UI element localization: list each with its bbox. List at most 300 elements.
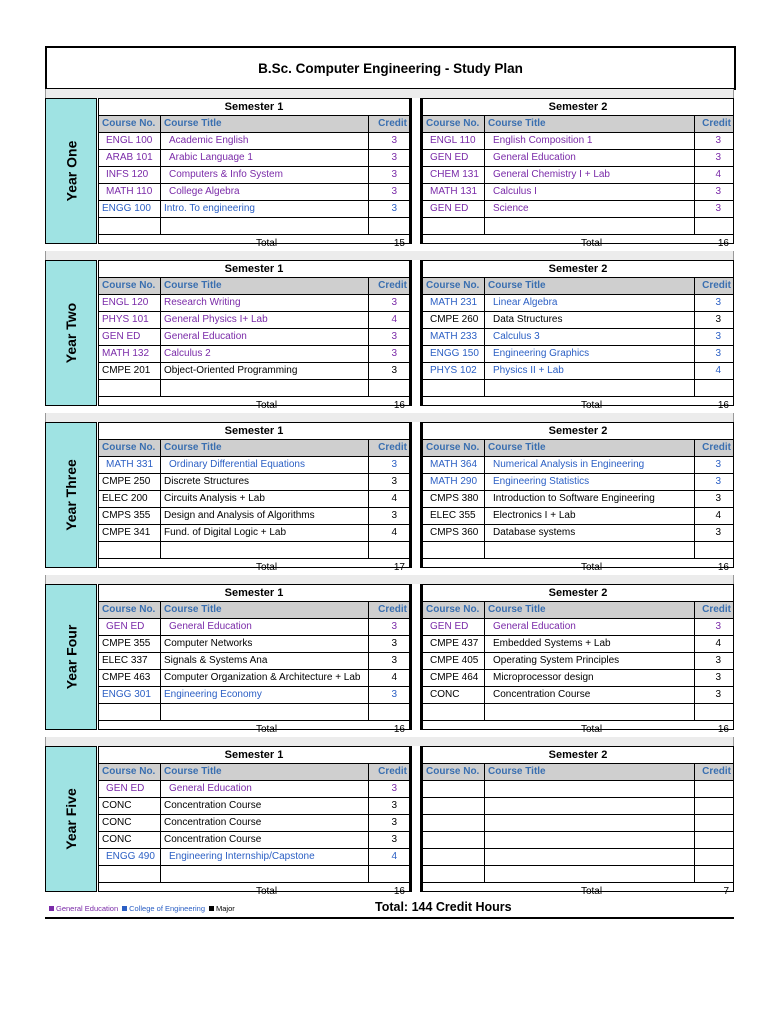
course-title: Calculus 2 xyxy=(161,346,369,362)
course-number: ELEC 337 xyxy=(99,653,161,669)
header-course-title: Course Title xyxy=(161,764,369,780)
course-number: MATH 231 xyxy=(423,295,485,311)
header-course-no: Course No. xyxy=(99,764,161,780)
legend-label: College of Engineering xyxy=(129,904,206,913)
course-credit: 3 xyxy=(715,689,721,700)
course-number: ELEC 200 xyxy=(99,491,161,507)
course-credit: 3 xyxy=(391,203,397,214)
course-credit: 3 xyxy=(391,169,397,180)
total-credits: 16 xyxy=(717,238,729,249)
course-number: ENGL 110 xyxy=(423,133,485,149)
semester-divider xyxy=(410,422,422,568)
course-title: General Chemistry I + Lab xyxy=(485,167,695,183)
course-row xyxy=(99,815,409,832)
course-title: College Algebra xyxy=(161,184,369,200)
total-credits: 16 xyxy=(717,562,729,573)
course-row xyxy=(423,815,733,832)
course-row xyxy=(99,218,409,235)
course-title: Fund. of Digital Logic + Lab xyxy=(161,525,369,541)
course-credit: 3 xyxy=(391,834,397,845)
course-title: Embedded Systems + Lab xyxy=(485,636,695,652)
semester-total-row xyxy=(99,883,409,900)
course-title: General Education xyxy=(161,781,369,797)
course-number: ARAB 101 xyxy=(99,150,161,166)
course-credit: 3 xyxy=(391,638,397,649)
course-title xyxy=(161,218,369,234)
year-block xyxy=(45,584,734,735)
course-number: CMPS 360 xyxy=(423,525,485,541)
course-row xyxy=(423,866,733,883)
legend-swatch xyxy=(209,906,214,911)
total-credits: 16 xyxy=(717,400,729,411)
semester-table xyxy=(422,422,734,573)
course-title: Design and Analysis of Algorithms xyxy=(161,508,369,524)
course-row xyxy=(423,798,733,815)
header-credit: Credit xyxy=(702,766,731,777)
course-credit: 3 xyxy=(715,672,721,683)
total-label: Total xyxy=(255,886,278,897)
course-title xyxy=(161,866,369,882)
header-course-title: Course Title xyxy=(485,602,695,618)
course-credit: 3 xyxy=(391,297,397,308)
course-row xyxy=(423,457,733,474)
year-label: Year Three xyxy=(63,459,80,531)
header-course-title: Course Title xyxy=(485,764,695,780)
total-credits: 16 xyxy=(393,886,405,897)
header-credit: Credit xyxy=(702,604,731,615)
table-header xyxy=(99,764,409,781)
semester-title: Semester 1 xyxy=(99,423,409,440)
course-number: ENGL 120 xyxy=(99,295,161,311)
course-row xyxy=(423,636,733,653)
table-header xyxy=(423,440,733,457)
course-row xyxy=(423,542,733,559)
year-side-band xyxy=(45,260,97,406)
course-number xyxy=(99,380,161,396)
header-course-no: Course No. xyxy=(423,116,485,132)
semester-total-row xyxy=(423,397,733,414)
course-credit xyxy=(695,781,733,797)
course-number xyxy=(99,542,161,558)
header-course-title: Course Title xyxy=(161,602,369,618)
course-row xyxy=(99,687,409,704)
course-credit: 3 xyxy=(391,817,397,828)
course-title: English Composition 1 xyxy=(485,133,695,149)
total-label: Total xyxy=(580,562,603,573)
course-row xyxy=(423,832,733,849)
course-number xyxy=(423,781,485,797)
course-number: CMPS 355 xyxy=(99,508,161,524)
course-title: General Education xyxy=(485,150,695,166)
course-number xyxy=(423,849,485,865)
total-label: Total xyxy=(255,400,278,411)
semester-title: Semester 1 xyxy=(99,99,409,116)
course-title xyxy=(485,542,695,558)
semester-table xyxy=(422,584,734,735)
course-row xyxy=(99,619,409,636)
course-number: CMPS 380 xyxy=(423,491,485,507)
course-number: GEN ED xyxy=(99,781,161,797)
semester-total-row xyxy=(99,397,409,414)
course-number xyxy=(423,832,485,848)
course-number: CONC xyxy=(99,798,161,814)
course-credit: 4 xyxy=(391,672,397,683)
semester-divider xyxy=(410,746,422,892)
course-number: CONC xyxy=(423,687,485,703)
total-spacer xyxy=(99,235,161,252)
semester-total-row xyxy=(423,883,733,900)
course-number: ENGG 100 xyxy=(99,201,161,217)
course-credit: 3 xyxy=(391,476,397,487)
course-number: CMPE 405 xyxy=(423,653,485,669)
course-title xyxy=(161,704,369,720)
course-credit: 3 xyxy=(715,203,721,214)
course-title: Engineering Internship/Capstone xyxy=(161,849,369,865)
course-title: Science xyxy=(485,201,695,217)
course-credit: 3 xyxy=(391,186,397,197)
total-spacer xyxy=(423,235,485,252)
course-title: General Education xyxy=(161,329,369,345)
course-number: CMPE 260 xyxy=(423,312,485,328)
course-row xyxy=(99,380,409,397)
year-separator xyxy=(45,575,734,584)
course-title: General Education xyxy=(161,619,369,635)
course-row xyxy=(99,167,409,184)
course-number: CMPE 463 xyxy=(99,670,161,686)
course-row xyxy=(99,329,409,346)
course-row xyxy=(99,525,409,542)
course-title: General Education xyxy=(485,619,695,635)
course-row xyxy=(99,670,409,687)
course-title xyxy=(161,380,369,396)
header-course-title: Course Title xyxy=(161,440,369,456)
course-number: INFS 120 xyxy=(99,167,161,183)
year-label: Year One xyxy=(63,140,80,202)
course-number: ENGL 100 xyxy=(99,133,161,149)
header-credit: Credit xyxy=(378,280,407,291)
header-course-no: Course No. xyxy=(423,278,485,294)
semester-total-row xyxy=(99,721,409,738)
course-row xyxy=(99,295,409,312)
legend-label: Major xyxy=(216,904,235,913)
course-credit: 3 xyxy=(715,476,721,487)
table-header xyxy=(99,602,409,619)
course-credit: 4 xyxy=(391,851,397,862)
header-credit: Credit xyxy=(702,280,731,291)
course-title: Intro. To engineering xyxy=(161,201,369,217)
course-number: MATH 131 xyxy=(423,184,485,200)
course-number: GEN ED xyxy=(99,329,161,345)
semester-title: Semester 1 xyxy=(99,261,409,278)
course-row xyxy=(423,150,733,167)
course-credit: 4 xyxy=(391,493,397,504)
course-row xyxy=(423,619,733,636)
course-number: ENGG 490 xyxy=(99,849,161,865)
course-title xyxy=(485,866,695,882)
course-credit: 4 xyxy=(715,638,721,649)
course-credit xyxy=(369,218,409,234)
year-block xyxy=(45,98,734,249)
course-title xyxy=(485,781,695,797)
table-header xyxy=(423,764,733,781)
course-credit: 3 xyxy=(391,655,397,666)
header-credit: Credit xyxy=(378,604,407,615)
course-title: Computer Networks xyxy=(161,636,369,652)
year-side-band xyxy=(45,584,97,730)
year-block xyxy=(45,746,734,897)
course-title: Academic English xyxy=(161,133,369,149)
course-credit: 3 xyxy=(391,459,397,470)
course-row xyxy=(423,363,733,380)
course-row xyxy=(99,832,409,849)
course-credit: 3 xyxy=(715,331,721,342)
course-title: Concentration Course xyxy=(161,815,369,831)
semester-title: Semester 1 xyxy=(99,747,409,764)
course-credit: 3 xyxy=(715,314,721,325)
header-course-title: Course Title xyxy=(485,116,695,132)
year-side-band xyxy=(45,422,97,568)
course-row xyxy=(423,218,733,235)
course-credit: 3 xyxy=(391,365,397,376)
year-label: Year Five xyxy=(63,788,79,850)
course-credit: 3 xyxy=(715,621,721,632)
course-row xyxy=(423,474,733,491)
semester-title: Semester 2 xyxy=(423,423,733,440)
course-number: CHEM 131 xyxy=(423,167,485,183)
course-credit: 3 xyxy=(715,152,721,163)
course-row xyxy=(423,781,733,798)
course-credit: 3 xyxy=(391,331,397,342)
course-number: MATH 331 xyxy=(99,457,161,473)
course-title: Computers & Info System xyxy=(161,167,369,183)
semester-total-row xyxy=(99,235,409,252)
course-number xyxy=(423,218,485,234)
course-title: Engineering Statistics xyxy=(485,474,695,490)
table-header xyxy=(99,440,409,457)
course-title: Concentration Course xyxy=(485,687,695,703)
course-row xyxy=(423,508,733,525)
legend xyxy=(49,904,235,913)
course-credit: 4 xyxy=(391,314,397,325)
total-spacer xyxy=(99,721,161,738)
course-row xyxy=(99,363,409,380)
total-credits: 16 xyxy=(393,724,405,735)
course-title: Physics II + Lab xyxy=(485,363,695,379)
course-number: GEN ED xyxy=(423,150,485,166)
course-row xyxy=(99,457,409,474)
course-credit: 3 xyxy=(391,510,397,521)
grand-total: Total: 144 Credit Hours xyxy=(375,900,512,914)
course-number xyxy=(423,542,485,558)
course-row xyxy=(99,798,409,815)
course-row xyxy=(423,329,733,346)
year-side-band xyxy=(45,98,97,244)
course-number: CONC xyxy=(99,815,161,831)
course-title xyxy=(485,218,695,234)
course-row xyxy=(99,781,409,798)
total-spacer xyxy=(99,397,161,414)
total-label: Total xyxy=(255,238,278,249)
course-row xyxy=(99,653,409,670)
total-spacer xyxy=(423,397,485,414)
course-row xyxy=(99,491,409,508)
course-row xyxy=(423,312,733,329)
course-credit xyxy=(695,798,733,814)
course-credit xyxy=(695,380,733,396)
course-credit xyxy=(695,866,733,882)
header-credit: Credit xyxy=(378,442,407,453)
total-label: Total xyxy=(580,724,603,735)
course-title: Operating System Principles xyxy=(485,653,695,669)
total-spacer xyxy=(99,559,161,576)
semester-table xyxy=(98,260,410,411)
course-row xyxy=(423,670,733,687)
course-number xyxy=(99,704,161,720)
course-credit: 4 xyxy=(391,527,397,538)
year-side-band xyxy=(45,746,97,892)
course-number xyxy=(99,218,161,234)
course-row xyxy=(99,474,409,491)
header-credit: Credit xyxy=(378,118,407,129)
course-row xyxy=(423,849,733,866)
course-row xyxy=(99,346,409,363)
course-title: Electronics I + Lab xyxy=(485,508,695,524)
course-number xyxy=(423,866,485,882)
semester-table xyxy=(98,422,410,573)
course-number xyxy=(423,798,485,814)
course-number: CMPE 437 xyxy=(423,636,485,652)
year-block xyxy=(45,422,734,573)
total-spacer xyxy=(423,883,485,900)
total-credits: 16 xyxy=(717,724,729,735)
course-credit: 3 xyxy=(715,186,721,197)
header-course-no: Course No. xyxy=(423,602,485,618)
course-number xyxy=(423,704,485,720)
table-header xyxy=(423,602,733,619)
legend-label: General Education xyxy=(56,904,119,913)
course-title xyxy=(485,815,695,831)
course-number: CMPE 355 xyxy=(99,636,161,652)
year-separator xyxy=(45,737,734,746)
semester-total-row xyxy=(423,235,733,252)
course-row xyxy=(99,133,409,150)
course-row xyxy=(423,687,733,704)
course-number: ENGG 301 xyxy=(99,687,161,703)
semester-total-row xyxy=(99,559,409,576)
legend-swatch xyxy=(49,906,54,911)
course-number: MATH 364 xyxy=(423,457,485,473)
total-label: Total xyxy=(580,886,603,897)
table-header xyxy=(99,278,409,295)
course-row xyxy=(423,346,733,363)
course-credit xyxy=(369,542,409,558)
semester-total-row xyxy=(423,721,733,738)
semester-title: Semester 2 xyxy=(423,585,733,602)
total-label: Total xyxy=(255,724,278,735)
course-row xyxy=(423,295,733,312)
course-credit xyxy=(369,704,409,720)
year-label: Year Two xyxy=(63,302,79,364)
course-credit: 3 xyxy=(391,348,397,359)
course-row xyxy=(423,525,733,542)
course-credit: 3 xyxy=(391,800,397,811)
course-credit: 4 xyxy=(715,365,721,376)
course-number xyxy=(99,866,161,882)
course-credit: 3 xyxy=(715,527,721,538)
course-title: Circuits Analysis + Lab xyxy=(161,491,369,507)
semester-table xyxy=(422,746,734,897)
header-course-title: Course Title xyxy=(161,278,369,294)
course-row xyxy=(423,167,733,184)
course-row xyxy=(423,380,733,397)
table-header xyxy=(423,116,733,133)
total-label: Total xyxy=(580,400,603,411)
course-number: ELEC 355 xyxy=(423,508,485,524)
course-title xyxy=(485,832,695,848)
semester-table xyxy=(422,98,734,249)
semester-title: Semester 1 xyxy=(99,585,409,602)
course-title xyxy=(485,798,695,814)
total-spacer xyxy=(423,721,485,738)
course-credit: 3 xyxy=(715,493,721,504)
semester-divider xyxy=(410,584,422,730)
header-course-title: Course Title xyxy=(485,278,695,294)
course-credit: 3 xyxy=(391,135,397,146)
course-row xyxy=(99,312,409,329)
course-credit: 3 xyxy=(391,689,397,700)
course-credit: 3 xyxy=(715,459,721,470)
course-title: Engineering Graphics xyxy=(485,346,695,362)
course-number: ENGG 150 xyxy=(423,346,485,362)
course-title: Microprocessor design xyxy=(485,670,695,686)
semester-title: Semester 2 xyxy=(423,261,733,278)
course-row xyxy=(423,184,733,201)
course-number: CMPE 250 xyxy=(99,474,161,490)
course-number: CMPE 201 xyxy=(99,363,161,379)
course-title: Data Structures xyxy=(485,312,695,328)
course-number: CONC xyxy=(99,832,161,848)
table-header xyxy=(423,278,733,295)
course-title: General Physics I+ Lab xyxy=(161,312,369,328)
semester-table xyxy=(98,98,410,249)
semester-title: Semester 2 xyxy=(423,99,733,116)
course-row xyxy=(423,133,733,150)
course-title: Signals & Systems Ana xyxy=(161,653,369,669)
course-credit: 4 xyxy=(715,510,721,521)
course-title: Database systems xyxy=(485,525,695,541)
total-spacer xyxy=(99,883,161,900)
course-row xyxy=(99,508,409,525)
total-spacer xyxy=(423,559,485,576)
course-number: MATH 233 xyxy=(423,329,485,345)
course-number: MATH 290 xyxy=(423,474,485,490)
course-title: Research Writing xyxy=(161,295,369,311)
course-title: Arabic Language 1 xyxy=(161,150,369,166)
course-credit: 3 xyxy=(715,348,721,359)
header-credit: Credit xyxy=(702,118,731,129)
course-title: Object-Oriented Programming xyxy=(161,363,369,379)
semester-divider xyxy=(410,260,422,406)
course-title xyxy=(485,849,695,865)
legend-item xyxy=(122,904,205,913)
course-title: Concentration Course xyxy=(161,832,369,848)
course-title: Ordinary Differential Equations xyxy=(161,457,369,473)
semester-divider xyxy=(410,98,422,244)
year-separator xyxy=(45,89,734,98)
semester-title: Semester 2 xyxy=(423,747,733,764)
course-title: Linear Algebra xyxy=(485,295,695,311)
course-row xyxy=(99,542,409,559)
